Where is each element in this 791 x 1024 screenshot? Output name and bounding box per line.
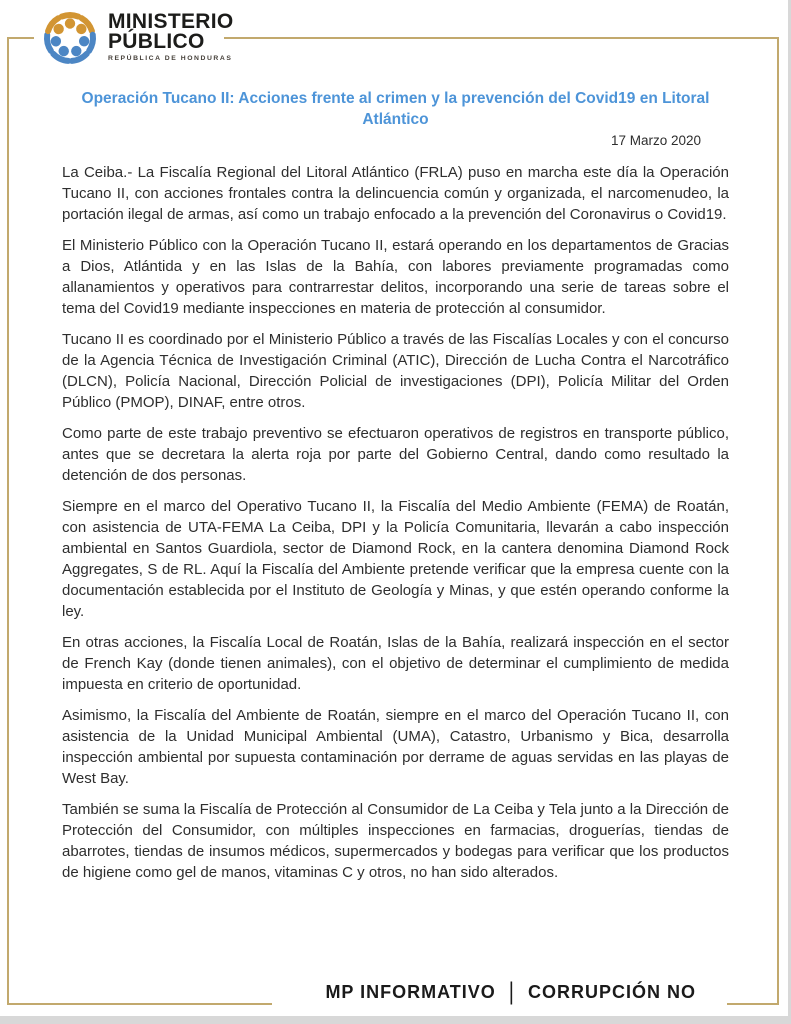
footer-strapline bbox=[325, 978, 696, 1006]
paragraph: En otras acciones, la Fiscalía Local de Roatán, Islas de la Bahía, realizará inspección en el sector de French Kay (donde tienen animales), con el objetivo de determinar el cumplimiento de medida impuesta en criterio de oportunidad. bbox=[62, 634, 729, 693]
page-border-left bbox=[7, 37, 9, 1005]
footer-separator: | bbox=[508, 978, 515, 1006]
ministerio-publico-logo bbox=[38, 6, 234, 70]
scan-edge-bottom bbox=[0, 1016, 791, 1024]
paragraph: Siempre en el marco del Operativo Tucano II, la Fiscalía del Medio Ambiente (FEMA) de Roatán, con asistencia de UTA-FEMA La Ceiba, DPI y la Policía Comunitaria, llevarán a cabo inspección ambiental en Santos Guardiola, sector de Diamond Rock, en la cantera denomina Diamond Rock Aggregates, S de RL. Aquí la Fiscalía del Ambiente pretende verificar que la empresa cuente con la documentación establecida por el Instituto de Geología y Minas, y que estén operando conforme la ley. bbox=[62, 498, 729, 620]
document-content bbox=[62, 88, 729, 893]
page-border-right bbox=[777, 37, 779, 1005]
page-border-bottom-left-segment bbox=[7, 1003, 272, 1005]
paragraph: El Ministerio Público con la Operación Tucano II, estará operando en los departamentos de Gracias a Dios, Atlántida y en las Islas de la Bahía, con labores previamente programadas como allanamientos y operativos para contrarrestar delitos, incorporando una serie de tareas sobre el tema del Covid19 mediante inspecciones en materia de protección al consumidor. bbox=[62, 237, 729, 317]
paragraph: Tucano II es coordinado por el Ministerio Público a través de las Fiscalías Locales y con el concurso de la Agencia Técnica de Investigación Criminal (ATIC), Dirección de Lucha Contra el Narcotráfico (DLCN), Policía Nacional, Dirección Policial de investigaciones (DPI), Policía Militar del Orden Público (PMOP), DINAF, entre otros. bbox=[62, 331, 729, 411]
paragraph: Como parte de este trabajo preventivo se efectuaron operativos de registros en transporte público, antes que se decretara la alerta roja por parte del Gobierno Central, dando como resultado la detención de dos personas. bbox=[62, 425, 729, 484]
footer-left-label: MP INFORMATIVO bbox=[325, 982, 496, 1002]
circle-of-people-icon bbox=[38, 6, 102, 70]
logo-name-line1: MINISTERIO bbox=[108, 10, 234, 33]
logo-wordmark bbox=[108, 6, 234, 62]
logo-name-line2: PÚBLICO bbox=[108, 30, 205, 53]
document-paragraphs bbox=[62, 162, 729, 883]
paragraph: La Ceiba.- La Fiscalía Regional del Litoral Atlántico (FRLA) puso en marcha este día la Operación Tucano II, con acciones frontales contra la delincuencia común y organizada, el narcomenudeo, la portación ilegal de armas, así como un trabajo enfocado a la prevención del Coronavirus o Covid19. bbox=[62, 164, 729, 223]
paragraph: También se suma la Fiscalía de Protección al Consumidor de La Ceiba y Tela junto a la Dirección de Protección del Consumidor, con múltiples inspecciones en farmacias, droguerías, tiendas de abarrotes, tiendas de insumos médicos, supermercados y bodegas para verificar que los productos de higiene como gel de manos, vitaminas C y otros, no han sido alterados. bbox=[62, 801, 729, 881]
page-border-bottom-right-segment bbox=[727, 1003, 779, 1005]
document-date: 17 Marzo 2020 bbox=[610, 133, 701, 148]
page-border-top-segment bbox=[224, 37, 779, 39]
logo-subtitle: REPÚBLICA DE HONDURAS bbox=[108, 55, 233, 62]
document-title: Operación Tucano II: Acciones frente al crimen y la prevención del Covid19 en Litoral Atlántico bbox=[81, 90, 710, 128]
paragraph: Asimismo, la Fiscalía del Ambiente de Roatán, siempre en el marco del Operación Tucano II, con asistencia de la Unidad Municipal Ambiental (UMA), Catastro, Urbanismo y Bica, desarrolla inspección ambiental por supuesta contaminación por derrame de aguas servidas en las playas de West Bay. bbox=[62, 707, 729, 787]
footer-right-label: CORRUPCIÓN NO bbox=[527, 982, 696, 1002]
page-border-top-left-segment bbox=[7, 37, 34, 39]
